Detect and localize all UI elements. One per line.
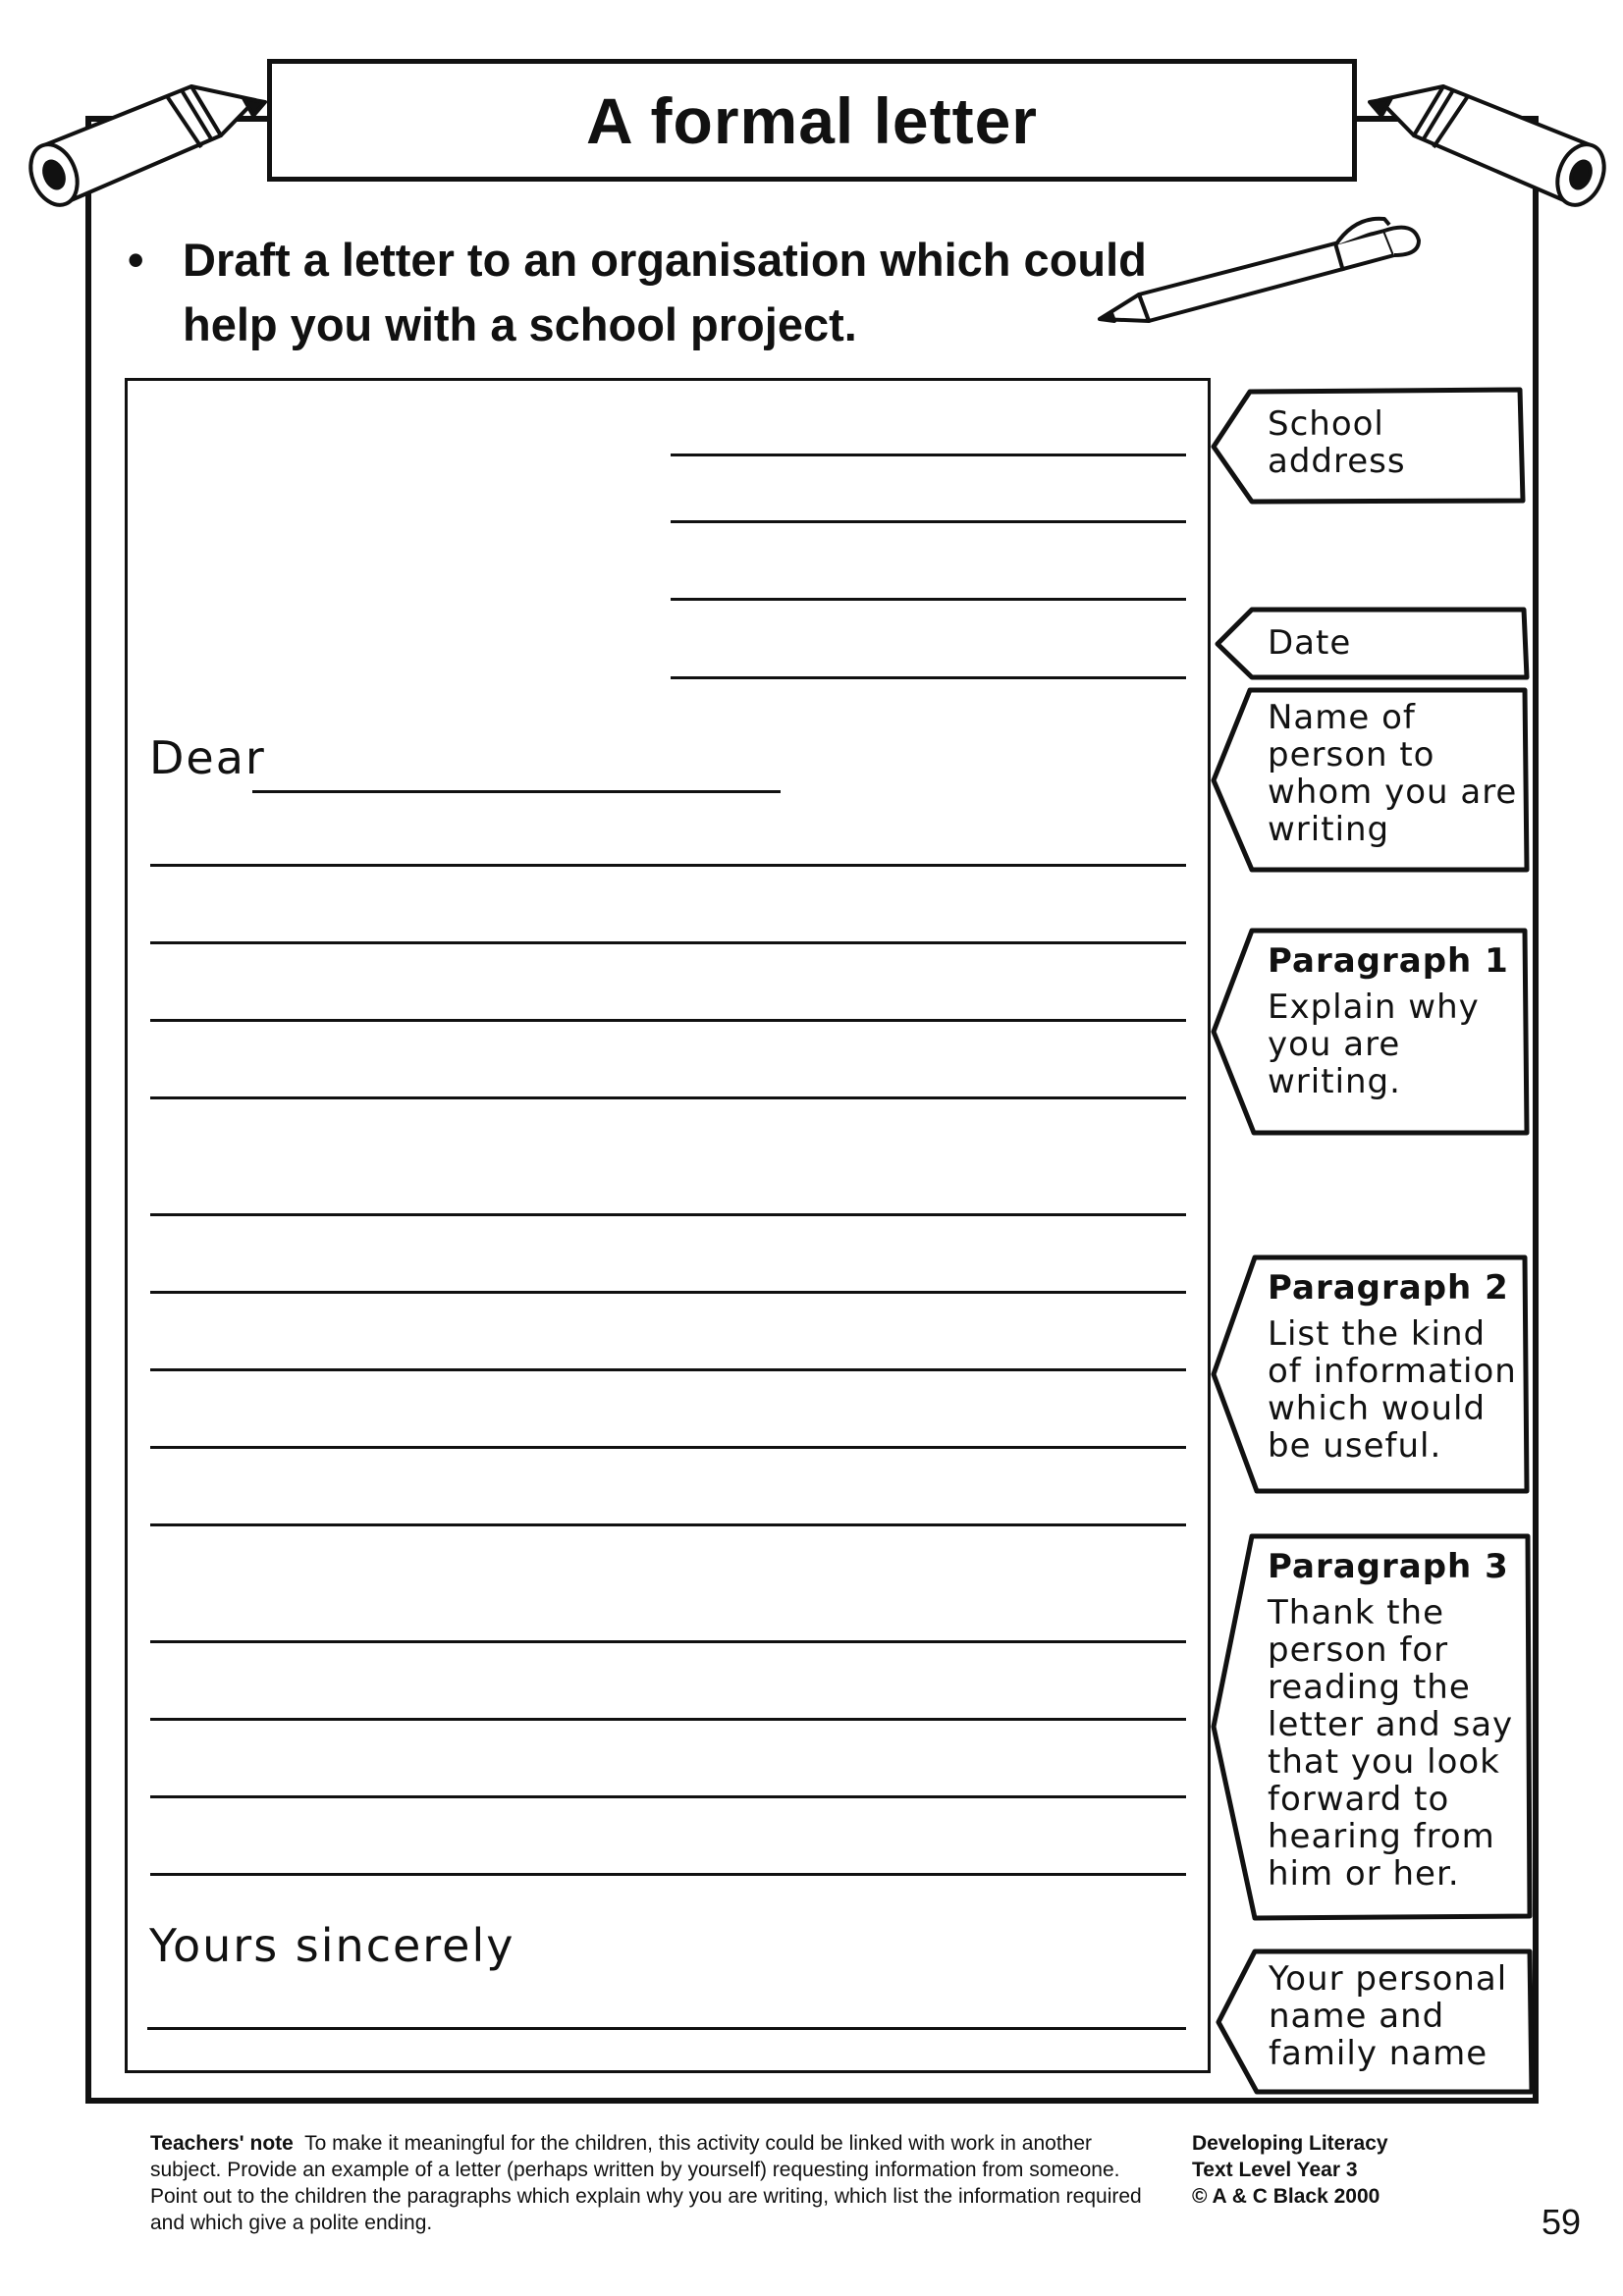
- title-box: [267, 59, 1357, 182]
- label-paragraph-3-content: [1268, 1547, 1521, 1893]
- paragraph-2-heading: Paragraph 2: [1268, 1268, 1509, 1308]
- paragraph-1-heading: Paragraph 1: [1268, 941, 1509, 981]
- writing-line[interactable]: [150, 1019, 1186, 1022]
- writing-line[interactable]: [150, 1368, 1186, 1371]
- writing-line[interactable]: [150, 864, 1186, 867]
- address-line[interactable]: [671, 598, 1186, 601]
- pen-icon: [1090, 211, 1424, 339]
- writing-line[interactable]: [150, 1446, 1186, 1449]
- writing-line[interactable]: [150, 1291, 1186, 1294]
- writing-line[interactable]: [150, 1795, 1186, 1798]
- label-paragraph-2-content: [1268, 1268, 1518, 1465]
- label-paragraph-1-content: [1268, 941, 1518, 1100]
- signature-line[interactable]: [147, 2027, 1186, 2030]
- date-line[interactable]: [671, 676, 1186, 679]
- teachers-note-label: Teachers' note: [150, 2132, 294, 2155]
- series-name: Developing Literacy: [1192, 2132, 1388, 2155]
- writing-line[interactable]: [150, 1096, 1186, 1099]
- closing-label: Yours sincerely: [149, 1919, 515, 1972]
- publication-info: [1192, 2130, 1447, 2210]
- label-personal-name-text: Your personal name and family name: [1269, 1959, 1508, 2073]
- label-school-address-text: School address: [1268, 404, 1406, 481]
- label-recipient-name-text: Name of person to whom you are writing: [1268, 698, 1518, 849]
- bullet: •: [128, 234, 144, 286]
- paragraph-3-heading: Paragraph 3: [1268, 1547, 1509, 1586]
- label-personal-name: [1216, 1949, 1535, 2096]
- paragraph-3-text: Thank the person for reading the letter and say that you look forward to hearing from him or her.: [1268, 1593, 1514, 1894]
- writing-line[interactable]: [150, 1523, 1186, 1526]
- label-paragraph-1: [1211, 928, 1530, 1137]
- writing-line[interactable]: [150, 1873, 1186, 1876]
- page-number: 59: [1542, 2202, 1582, 2242]
- label-recipient-name: [1211, 687, 1530, 874]
- writing-line[interactable]: [150, 1213, 1186, 1216]
- recipient-name-line[interactable]: [252, 790, 781, 793]
- label-date: [1215, 607, 1529, 681]
- pencil-left-icon: [20, 79, 275, 236]
- copyright: © A & C Black 2000: [1192, 2185, 1380, 2208]
- address-line[interactable]: [671, 520, 1186, 523]
- teachers-note: [150, 2130, 1142, 2236]
- dear-label: Dear: [149, 731, 266, 784]
- teachers-note-text: To make it meaningful for the children, this activity could be linked with work in another subject. Provide an example of a letter (perhaps written by yourself) requesting information from someone. Point out to the children the paragraphs which explain why you are writing, which list the information required and which give a polite ending.: [150, 2132, 1142, 2234]
- letter-box: [125, 378, 1211, 2073]
- label-paragraph-3: [1211, 1533, 1533, 1921]
- label-date-text: Date: [1268, 623, 1352, 663]
- label-paragraph-2: [1211, 1255, 1530, 1495]
- writing-line[interactable]: [150, 941, 1186, 944]
- label-school-address: [1211, 388, 1525, 506]
- level-name: Text Level Year 3: [1192, 2159, 1358, 2181]
- address-line[interactable]: [671, 454, 1186, 456]
- instruction-text: Draft a letter to an organisation which could help you with a school project.: [183, 234, 1147, 350]
- paragraph-2-text: List the kind of information which would be useful.: [1268, 1314, 1517, 1466]
- writing-line[interactable]: [150, 1718, 1186, 1721]
- writing-line[interactable]: [150, 1640, 1186, 1643]
- paragraph-1-text: Explain why you are writing.: [1268, 988, 1480, 1101]
- page-title: A formal letter: [586, 83, 1038, 157]
